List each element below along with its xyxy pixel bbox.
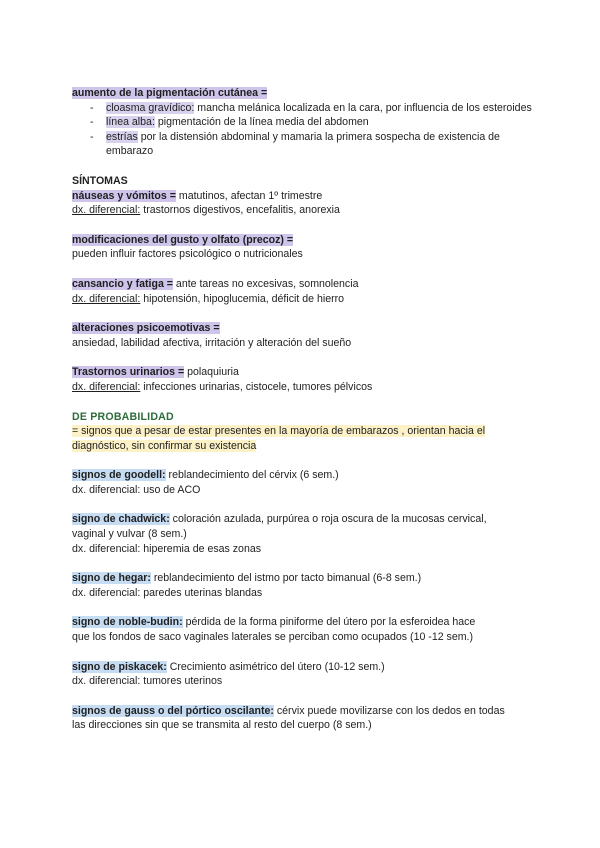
entry-gusto: modificaciones del gusto y olfato (precoz) = <box>72 233 294 246</box>
entry-psico-text: ansiedad, labilidad afectiva, irritación y alteración del sueño <box>72 336 352 349</box>
list-item: - estrías por la distensión abdominal y mamaria la primera sospecha de existencia de embarazo <box>90 130 500 158</box>
entry-cansancio: cansancio y fatiga = ante tareas no excesivas, somnolencia <box>72 277 359 290</box>
list-item: - línea alba: pigmentación de la línea media del abdomen <box>90 116 369 129</box>
entry-goodell: signos de goodell: reblandecimiento del cérvix (6 sem.) <box>72 469 339 482</box>
list-item: - cloasma gravídico: mancha melánica localizada en la cara, por influencia de los esteroides <box>90 101 532 114</box>
entry-noble-budin-cont: que los fondos de saco vaginales laterales se perciban como ocupados (10 -12 sem.) <box>72 631 474 644</box>
term-estrias: estrías <box>106 130 138 143</box>
section-title-probabilidad: DE PROBABILIDAD <box>72 410 174 423</box>
entry-chadwick-cont: vaginal y vulvar (8 sem.) <box>72 528 187 541</box>
entry-nauseas: náuseas y vómitos = matutinos, afectan 1º trimestre <box>72 189 323 202</box>
dx-nauseas: dx. diferencial: trastornos digestivos, encefalitis, anorexia <box>72 204 340 217</box>
dx-chadwick: dx. diferencial: hiperemia de esas zonas <box>72 542 262 555</box>
dx-hegar: dx. diferencial: paredes uterinas blandas <box>72 586 263 599</box>
dx-urinarios: dx. diferencial: infecciones urinarias, cistocele, tumores pélvicos <box>72 380 373 393</box>
term-cloasma: cloasma gravídico: <box>106 101 195 114</box>
probabilidad-desc-2: diagnóstico, sin confirmar su existencia <box>72 439 257 452</box>
dx-goodell: dx. diferencial: uso de ACO <box>72 483 201 496</box>
pigmentation-list <box>72 101 532 159</box>
document-page <box>72 86 532 733</box>
section-title-sintomas: SÍNTOMAS <box>72 174 128 187</box>
pigmentation-heading: aumento de la pigmentación cutánea = <box>72 87 268 99</box>
dx-piskacek: dx. diferencial: tumores uterinos <box>72 675 223 688</box>
probabilidad-desc-1: = signos que a pesar de estar presentes en la mayoría de embarazos , orientan hacia el <box>72 425 486 438</box>
entry-chadwick: signo de chadwick: coloración azulada, purpúrea o roja oscura de la mucosas cervical, <box>72 513 487 526</box>
entry-gauss-cont: las direcciones sin que se transmita al resto del cuerpo (8 sem.) <box>72 719 372 732</box>
entry-psico: alteraciones psicoemotivas = <box>72 322 220 335</box>
entry-piskacek: signo de piskacek: Crecimiento asimétrico del útero (10-12 sem.) <box>72 660 385 673</box>
term-linea-alba: línea alba: <box>106 116 155 129</box>
entry-urinarios: Trastornos urinarios = polaquiuria <box>72 366 239 379</box>
entry-gauss: signos de gauss o del pórtico oscilante: cérvix puede movilizarse con los dedos en todas <box>72 704 505 717</box>
dx-cansancio: dx. diferencial: hipotensión, hipoglucemia, déficit de hierro <box>72 292 345 305</box>
entry-gusto-text: pueden influir factores psicológico o nutricionales <box>72 248 303 261</box>
entry-hegar: signo de hegar: reblandecimiento del istmo por tacto bimanual (6-8 sem.) <box>72 572 422 585</box>
entry-noble-budin: signo de noble-budin: pérdida de la forma piniforme del útero por la esferoidea hace <box>72 616 476 629</box>
